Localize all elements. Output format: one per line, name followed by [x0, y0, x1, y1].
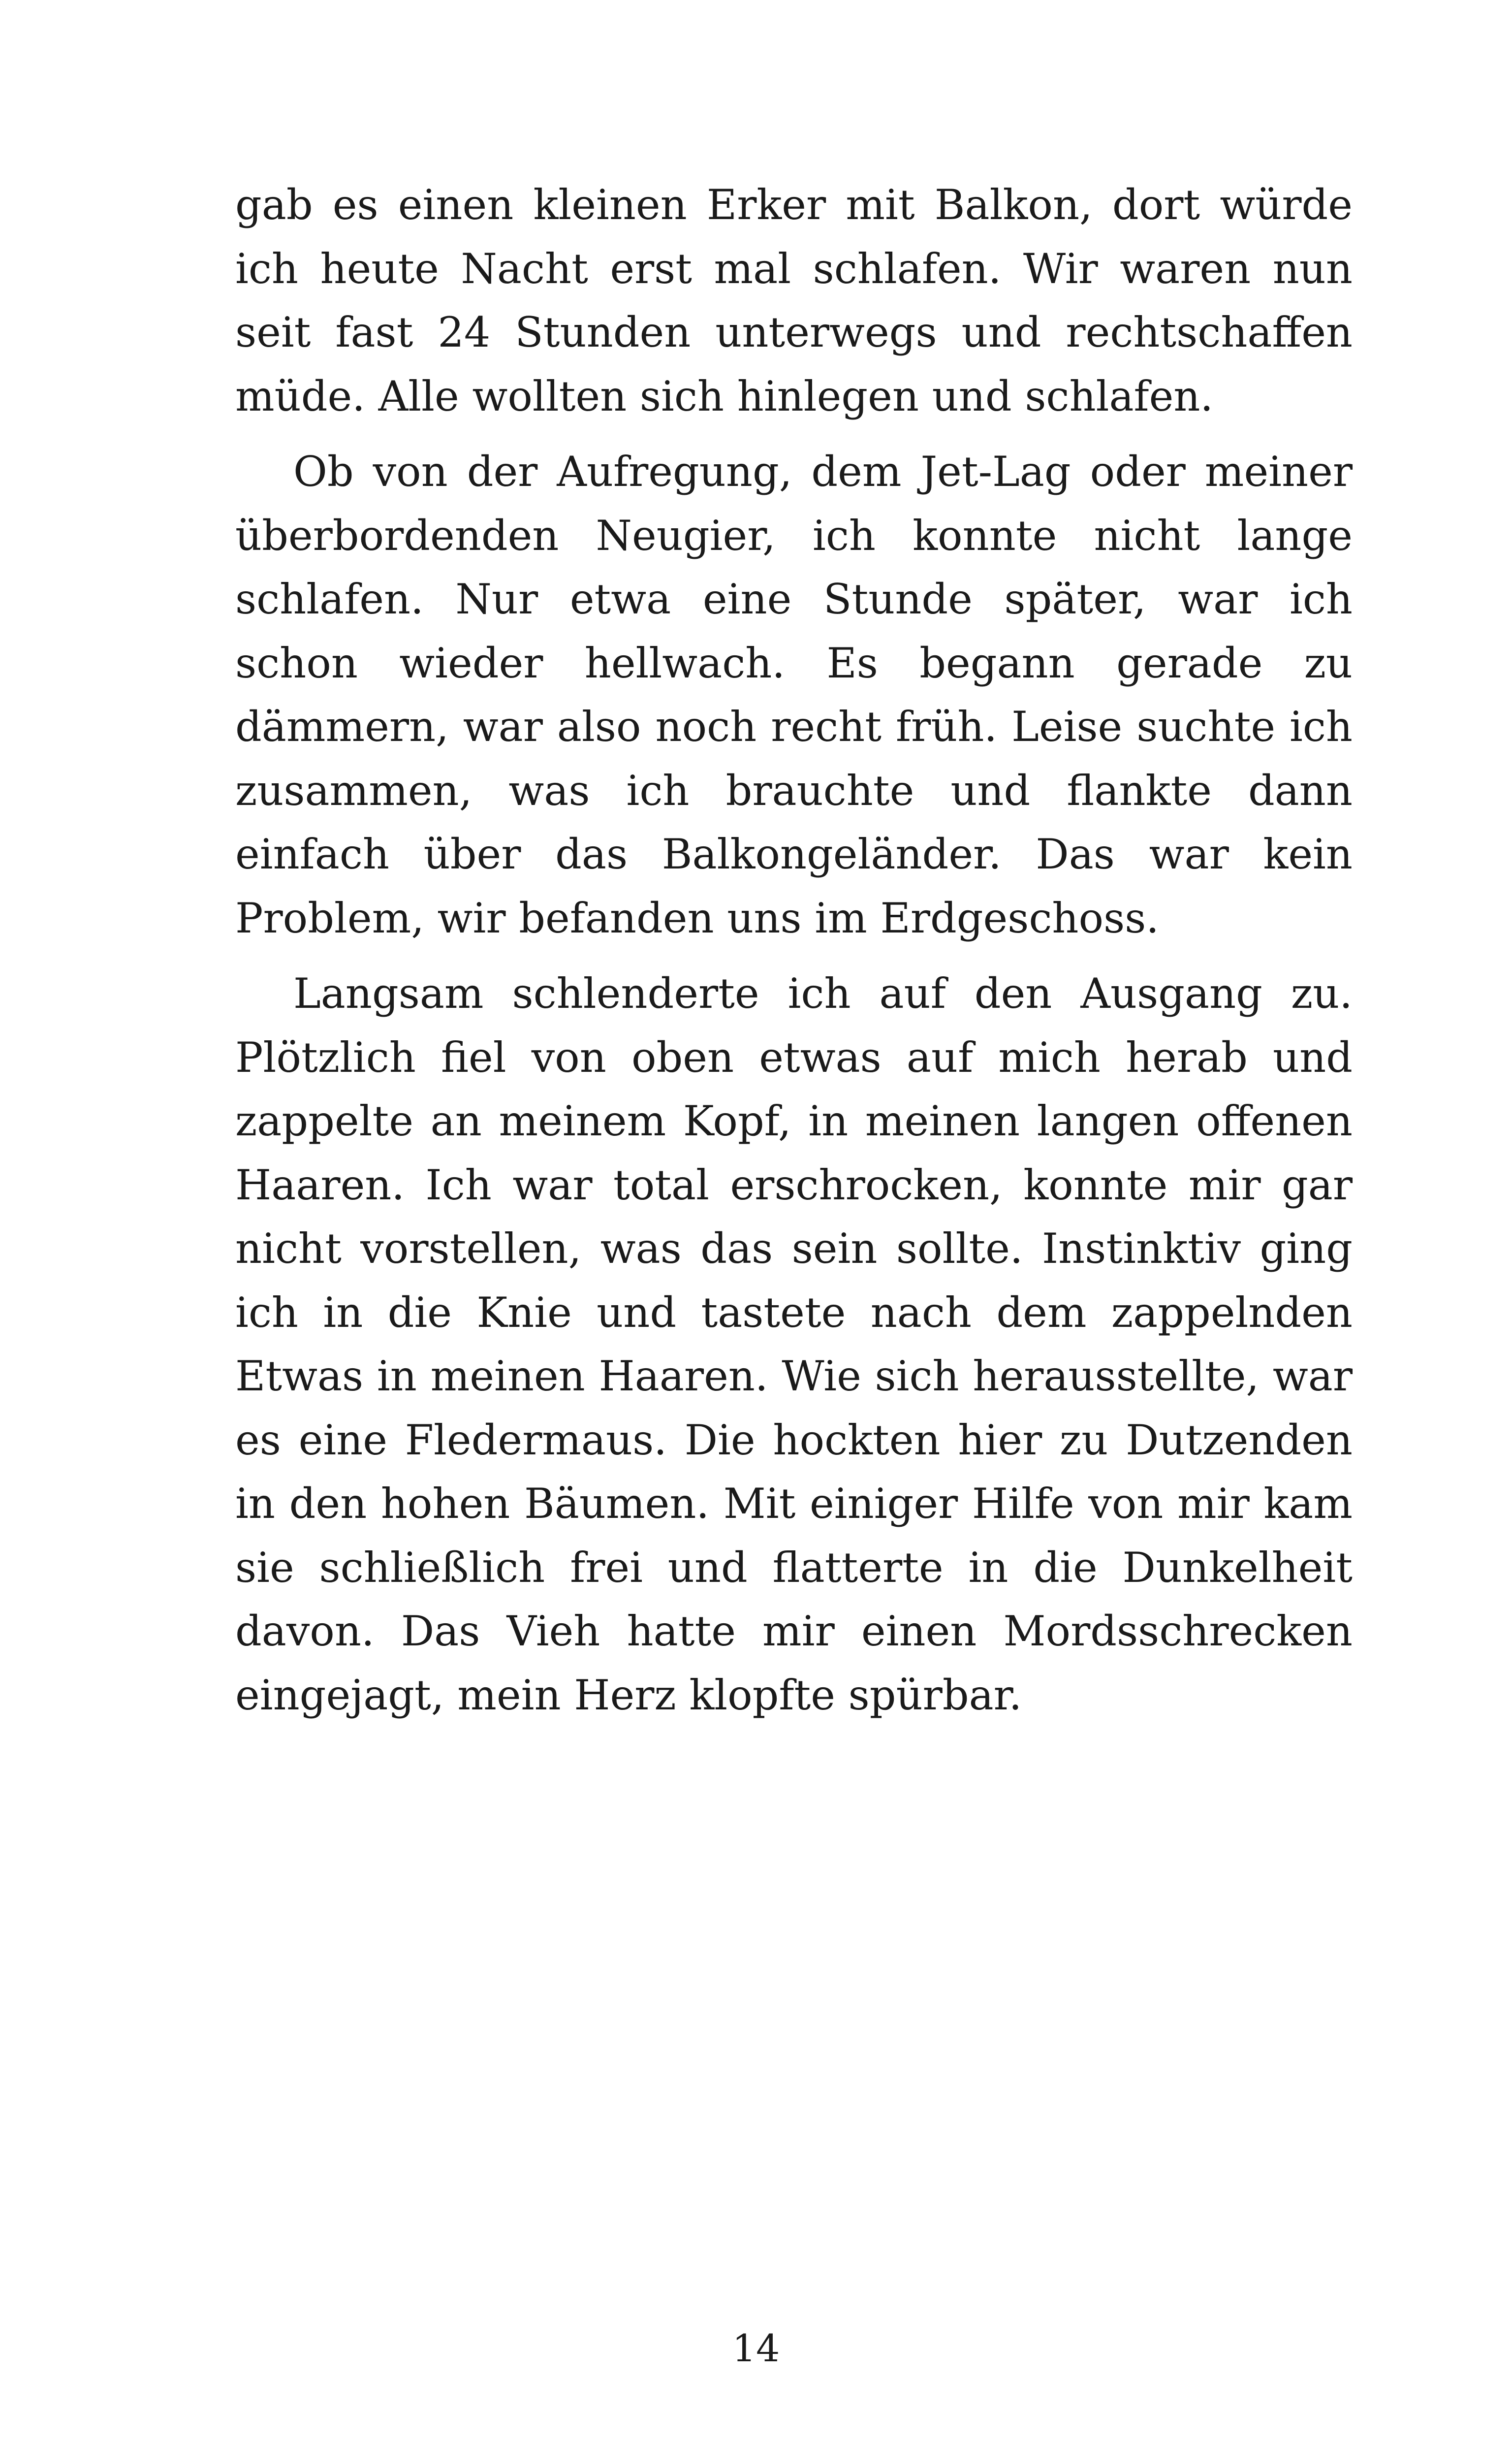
- paragraph-2: Ob von der Aufregung, dem Jet-Lag oder meiner überbordenden Neugier, ich konnte nicht lange schlafen. Nur etwa eine Stunde später, war ich schon wieder hellwach. Es begann gerade zu dämmern, war also noch recht früh. Leise suchte ich zusammen, was ich brauchte und flankte dann einfach über das Balkongeländer. Das war kein Problem, wir befanden uns im Erdgeschoss.: [235, 448, 1353, 942]
- paragraph-1: gab es einen kleinen Erker mit Balkon, dort würde ich heute Nacht erst mal schlafen. Wir waren nun seit fast 24 Stunden unterwegs und rechtschaffen müde. Alle wollten sich hinlegen und schlafen.: [235, 181, 1353, 420]
- page-number: 14: [732, 2326, 780, 2370]
- body-text: [235, 173, 1353, 1727]
- paragraph-3: Langsam schlenderte ich auf den Ausgang zu. Plötzlich fiel von oben etwas auf mich herab und zappelte an meinem Kopf, in meinen langen offenen Haaren. Ich war total erschrocken, konnte mir gar nicht vorstellen, was das sein sollte. Instinktiv ging ich in die Knie und tastete nach dem zappelnden Etwas in meinen Haaren. Wie sich herausstellte, war es eine Fledermaus. Die hockten hier zu Dutzenden in den hohen Bäumen. Mit einiger Hilfe von mir kam sie schließlich frei und flatterte in die Dunkelheit davon. Das Vieh hatte mir einen Mordsschrecken eingejagt, mein Herz klopfte spürbar.: [235, 969, 1353, 1719]
